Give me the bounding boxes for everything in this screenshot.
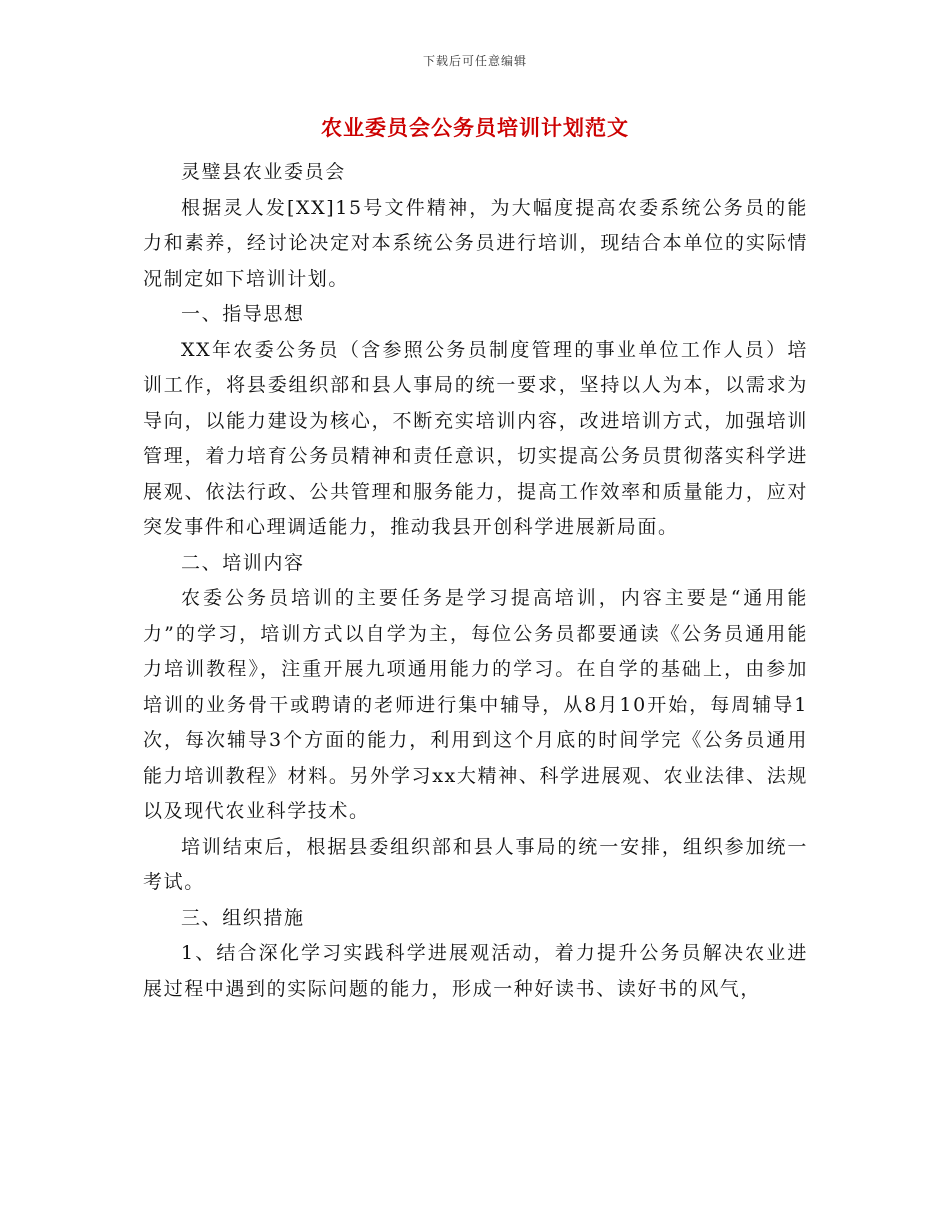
paragraph-training-content: 农委公务员培训的主要任务是学习提高培训，内容主要是“通用能力”的学习，培训方式以自学为主，每位公务员都要通读《公务员通用能力培训教程》，注重开展九项通用能力的学习。在自学的基础上，由参加培训的业务骨干或聘请的老师进行集中辅导，从8月10开始，每周辅导1次，每次辅导3个方面的能力，利用到这个月底的时间学完《公务员通用能力培训教程》材料。另外学习xx大精神、科学进展观、农业法律、法规以及现代农业科学技术。: [143, 587, 808, 822]
section-heading-organization-measures: 三、组织措施: [181, 906, 305, 929]
section-heading-training-content: 二、培训内容: [181, 551, 305, 574]
section-heading-guiding-thought: 一、指导思想: [181, 303, 305, 325]
paragraph-intro: 根据灵人发[XX]15号文件精神，为大幅度提高农委系统公务员的能力和素养，经讨论决定对本系统公务员进行培训，现结合本单位的实际情况制定如下培训计划。: [143, 196, 808, 290]
paragraph-measure-1: 1、结合深化学习实践科学进展观活动，着力提升公务员解决农业进展过程中遇到的实际问题的能力，形成一种好读书、读好书的风气，: [143, 942, 808, 1000]
header-note: 下载后可任意编辑: [422, 54, 527, 68]
paragraph-organization: 灵璧县农业委员会: [181, 161, 346, 183]
document-title: 农业委员会公务员培训计划范文: [321, 115, 629, 140]
paragraph-exam: 培训结束后，根据县委组织部和县人事局的统一安排，组织参加统一考试。: [143, 835, 808, 893]
document-body: [143, 155, 808, 1007]
paragraph-guiding-thought: XX年农委公务员（含参照公务员制度管理的事业单位工作人员）培训工作，将县委组织部和县人事局的统一要求，坚持以人为本，以需求为导向，以能力建设为核心，不断充实培训内容，改进培训方式，加强培训管理，着力培育公务员精神和责任意识，切实提高公务员贯彻落实科学进展观、依法行政、公共管理和服务能力，提高工作效率和质量能力，应对突发事件和心理调适能力，推动我县开创科学进展新局面。: [143, 338, 808, 538]
